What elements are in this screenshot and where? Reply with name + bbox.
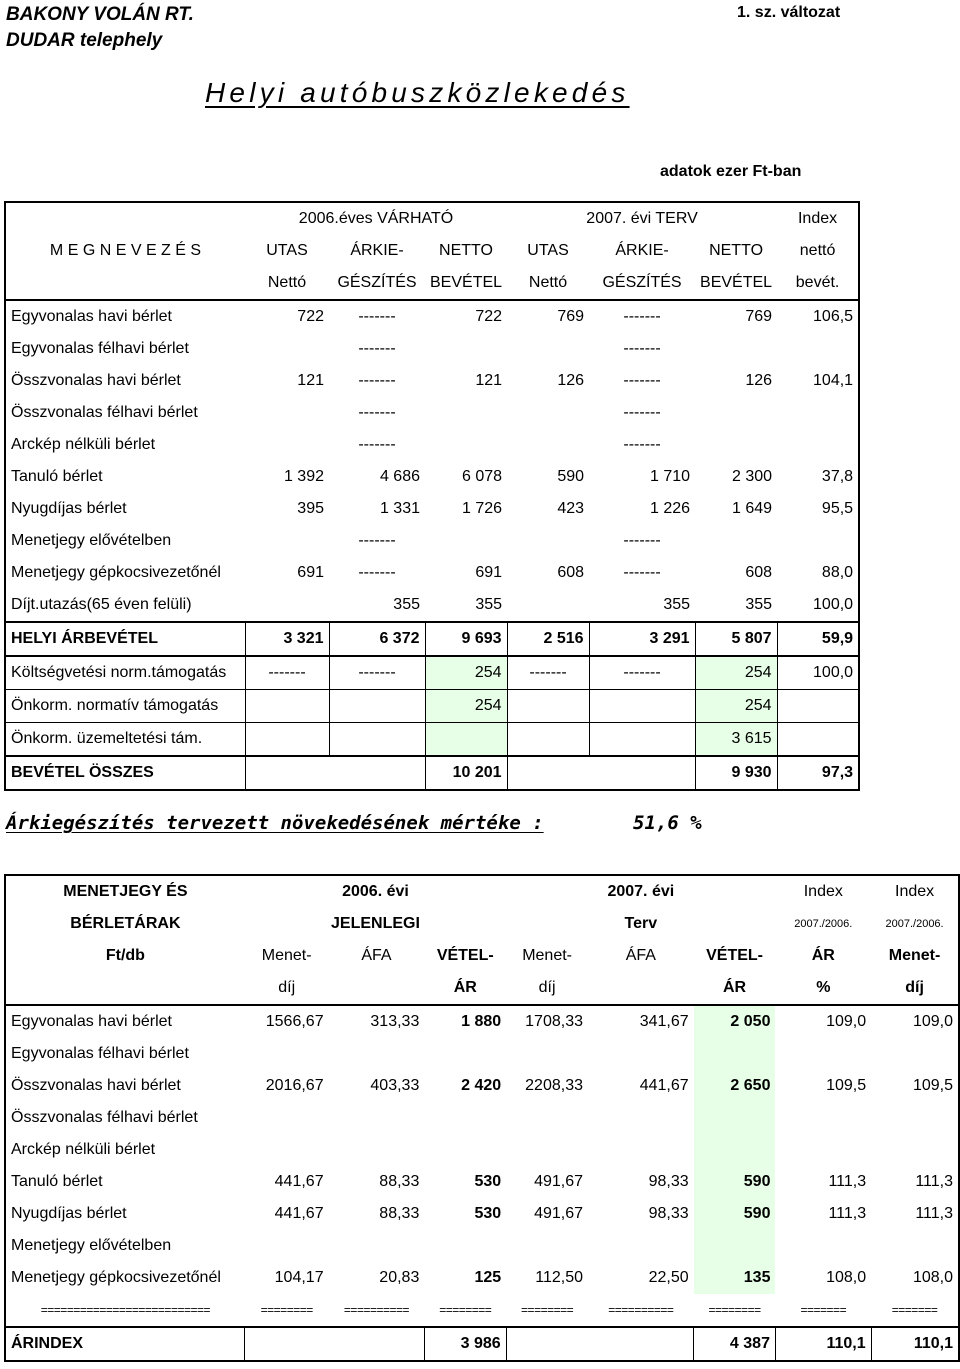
support-index: 100,0 [777,656,859,690]
netto-header: NETTO [439,242,493,259]
support-name: Önkorm. normatív támogatás [5,690,245,723]
fare-row-value: 112,50 [535,1269,583,1286]
fare-row-value: 530 [474,1205,502,1222]
fare-row-value [245,1230,329,1262]
row-name: Egyvonalas havi bérlet [5,300,245,333]
fare-year-2007: 2007. évi [506,875,775,908]
row-value: ------- [623,404,661,421]
row-value: 1 331 [379,500,420,517]
fare-table [4,874,960,1362]
support-value: ------- [245,656,329,690]
row-value: 126 [745,372,773,389]
fare-row-name: Menetjegy elővételben [5,1230,245,1262]
fare-menet-2006: Menet- [261,947,312,964]
unit-note: adatok ezer Ft-ban [660,163,802,180]
fare-total-2006: 3 986 [424,1327,506,1361]
support-value: 254 [695,656,777,690]
site-name: DUDAR telephely [6,30,163,51]
fare-year-2006: 2006. évi [245,875,506,908]
bevetel-header-2007: BEVÉTEL [700,274,773,291]
total-value: 5 807 [695,622,777,656]
fare-vetel-2006: VÉTEL- [436,947,494,964]
support-value [329,690,425,723]
fare-row-name: Menetjegy gépkocsivezetőnél [5,1262,245,1294]
fare-row-value: 403,33 [370,1077,420,1094]
support-value [507,690,589,723]
fare-menet-2007: Menet- [522,947,572,964]
version-label: 1. sz. változat [737,4,841,21]
row-index [777,397,859,429]
header-row-2 [5,235,859,267]
row-value: ------- [329,300,425,333]
grand-total-2006: 10 201 [425,756,507,790]
fare-row-value: 135 [694,1262,776,1294]
index-header: Index [777,202,859,235]
row-value [245,525,329,557]
fare-row-value [588,1102,694,1134]
row-value: 395 [297,500,324,517]
fare-row-value: 313,33 [329,1005,425,1038]
index-header-2: nettó [777,235,859,267]
total-value: 3 291 [589,622,695,656]
fare-row-value: 109,0 [871,1005,959,1038]
fare-row-value: 441,67 [274,1173,324,1190]
fare-row-value [424,1102,506,1134]
row-value [245,397,329,429]
row-value [507,333,589,365]
fare-row-value [424,1038,506,1070]
row-name: Menetjegy gépkocsivezetőnél [5,557,245,589]
row-value [425,333,507,365]
fare-index-pct: % [816,979,831,996]
row-value: 121 [475,372,503,389]
fare-row [5,1070,959,1102]
fare-ar-2007: ÁR [723,979,747,996]
fare-index-header: Index [775,875,871,908]
row-name: Egyvonalas félhavi bérlet [5,333,245,365]
utas-header-2007: UTAS [527,242,569,259]
row-name: Díjt.utazás(65 éven felüli) [5,589,245,622]
support-value: ------- [507,656,589,690]
fare-row-value [871,1134,959,1166]
fare-row-value: 2208,33 [525,1077,583,1094]
revenue-table [4,201,860,791]
fare-unit-header: Ft/db [5,940,245,972]
supplement-growth-value: 51,6 % [633,812,702,834]
separator-cell: ======== [439,1303,492,1317]
total-index: 59,9 [777,622,859,656]
row-value: ------- [358,436,396,453]
support-value [425,723,507,757]
fare-index-header-2: Index [871,875,959,908]
fare-2006-current: JELENLEGI [331,915,420,932]
row-value: ------- [623,532,661,549]
table-row [5,333,859,365]
support-value: 3 615 [695,723,777,757]
row-value [695,333,777,365]
fare-row-name: Egyvonalas havi bérlet [5,1005,245,1038]
table-row [5,589,859,622]
fare-vetel-2007: VÉTEL- [706,947,763,964]
separator-cell: ========== [343,1303,409,1317]
fare-row-value [871,1230,959,1262]
fare-header-subtitle: BÉRLETÁRAK [5,908,245,940]
row-value: 722 [425,300,507,333]
fare-row-value: 341,67 [588,1005,694,1038]
fare-row-value [506,1230,588,1262]
row-value [695,397,777,429]
row-value: 1 649 [732,500,773,517]
bevetel-header: BEVÉTEL [430,274,503,291]
fare-row-value: 441,67 [639,1077,689,1094]
row-value [695,525,777,557]
supplement-growth-text: Árkiegészítés tervezett növekedésének mértéke : [6,812,544,834]
row-value [507,525,589,557]
arkie-header: ÁRKIE- [350,242,404,259]
row-value [425,397,507,429]
fare-row-value [245,1038,329,1070]
supplement-growth-label [6,812,544,834]
fare-row-value [775,1134,871,1166]
grand-total-index: 97,3 [777,756,859,790]
group-2006: 2006.éves VÁRHATÓ [245,202,507,235]
fare-row [5,1005,959,1038]
fare-row-value [775,1230,871,1262]
fare-index-dij: díj [871,972,959,1005]
separator-cell: ======== [708,1303,761,1317]
table-row [5,365,859,397]
fare-index-period-2: 2007./2006. [871,908,959,940]
fare-row-value [588,1038,694,1070]
fare-total-name: ÁRINDEX [5,1327,245,1361]
fare-row-value: 441,67 [274,1205,324,1222]
fare-row-value [329,1038,425,1070]
fare-row-value: 491,67 [534,1205,583,1222]
geszites-header-2007: GÉSZÍTÉS [602,274,682,291]
row-name: Arckép nélküli bérlet [5,429,245,461]
row-index: 88,0 [777,557,859,589]
name-header: M E G N E V E Z É S [5,235,245,267]
fare-header-row-2 [5,908,959,940]
fare-2007-plan: Terv [624,915,658,932]
support-value [589,690,695,723]
separator-cell: ======== [521,1303,574,1317]
fare-row-value: 2 050 [694,1005,776,1038]
row-index: 106,5 [777,300,859,333]
support-name: Költségvetési norm.támogatás [5,656,245,690]
fare-index-ar: ÁR [811,947,835,964]
table-row [5,429,859,461]
support-value: 254 [425,690,507,723]
row-value: 355 [393,596,420,613]
row-value: ------- [358,372,396,389]
fare-row-value: 88,33 [379,1173,420,1190]
row-index: 100,0 [777,589,859,622]
fare-row-value [245,1134,329,1166]
row-value: ------- [589,300,695,333]
row-value: 608 [557,564,585,581]
fare-row [5,1134,959,1166]
fare-row-value: 111,3 [828,1173,867,1190]
support-row [5,690,859,723]
separator-row [5,1294,959,1327]
fare-row [5,1262,959,1294]
row-value: 722 [245,300,329,333]
netto-header-2007: NETTO [709,242,764,259]
row-value [245,333,329,365]
fare-row-value [506,1038,588,1070]
support-value [589,723,695,757]
support-row [5,723,859,757]
table-row [5,300,859,333]
fare-row-value: 1566,67 [245,1005,329,1038]
netto-sub-header: Nettó [267,274,307,291]
group-2007: 2007. évi TERV [507,202,777,235]
header-row-3 [5,267,859,300]
row-name: Nyugdíjas bérlet [5,493,245,525]
fare-row-value [329,1134,425,1166]
fare-row-value: 590 [694,1198,776,1230]
row-name: Menetjegy elővételben [5,525,245,557]
row-value: 126 [557,372,585,389]
fare-row-value: 20,83 [379,1269,420,1286]
fare-afa-2007: ÁFA [625,947,656,964]
row-value [507,429,589,461]
support-value [329,723,425,757]
row-value: 1 710 [649,468,691,485]
fare-total-row [5,1327,959,1361]
support-name: Önkorm. üzemeltetési tám. [5,723,245,757]
support-index [777,690,859,723]
fare-row-value [588,1230,694,1262]
fare-row [5,1198,959,1230]
row-value: 2 300 [732,468,773,485]
page-title: Helyi autóbuszközlekedés [205,77,630,108]
row-value: 355 [745,596,773,613]
fare-row [5,1230,959,1262]
fare-dij-2006: díj [278,979,296,996]
fare-row-value: 109,5 [871,1070,959,1102]
row-index [777,429,859,461]
separator-cell: ======= [871,1294,959,1327]
row-value: 769 [695,300,777,333]
row-index: 95,5 [777,493,859,525]
separator-cell: ======== [260,1303,313,1317]
support-row [5,656,859,690]
fare-row-value [694,1102,776,1134]
row-value: 1 226 [649,500,691,517]
fare-row-value [871,1102,959,1134]
fare-row-value: 88,33 [379,1205,420,1222]
row-index: 104,1 [777,365,859,397]
fare-row [5,1038,959,1070]
total-value: 2 516 [507,622,589,656]
fare-row-value [588,1134,694,1166]
fare-row [5,1166,959,1198]
support-value: 254 [425,656,507,690]
separator-cell: ======= [800,1303,847,1317]
row-value [507,589,589,622]
row-name: Tanuló bérlet [5,461,245,493]
row-index [777,333,859,365]
fare-header-row-3 [5,940,959,972]
row-name: Összvonalas félhavi bérlet [5,397,245,429]
fare-row-value [424,1230,506,1262]
fare-row-value: 1708,33 [506,1005,588,1038]
fare-row-name: Nyugdíjas bérlet [5,1198,245,1230]
row-value: 6 078 [461,468,503,485]
fare-row-value: 98,33 [648,1205,689,1222]
fare-row-value: 111,3 [828,1205,867,1222]
row-value [425,525,507,557]
fare-row [5,1102,959,1134]
fare-header-row-4 [5,972,959,1005]
row-value: 691 [475,564,503,581]
row-value: 4 686 [379,468,420,485]
fare-header-title: MENETJEGY ÉS [5,875,245,908]
support-value [507,723,589,757]
table-row [5,525,859,557]
row-value: 590 [557,468,585,485]
fare-row-value [506,1102,588,1134]
header-row-1 [5,202,859,235]
total-value: 6 372 [329,622,425,656]
fare-row-value [694,1038,776,1070]
fare-row-value [506,1134,588,1166]
fare-row-value: 530 [474,1173,502,1190]
row-value: 608 [745,564,773,581]
fare-row-value: 111,3 [871,1166,959,1198]
netto-sub-header-2007: Nettó [528,274,568,291]
fare-row-value [694,1230,776,1262]
fare-row-name: Egyvonalas félhavi bérlet [5,1038,245,1070]
fare-row-value: 2016,67 [265,1077,324,1094]
index-header-3: bevét. [777,267,859,300]
fare-row-value: 125 [474,1269,502,1286]
fare-total-2007: 4 387 [694,1327,776,1361]
table-row [5,493,859,525]
row-value: 1 392 [283,468,324,485]
fare-row-value: 2 650 [694,1070,776,1102]
support-index [777,723,859,757]
row-name: Összvonalas havi bérlet [5,365,245,397]
fare-dij-2007: díj [538,979,556,996]
fare-row-value: 1 880 [424,1005,506,1038]
row-value: ------- [623,340,661,357]
fare-row-value: 109,0 [775,1005,871,1038]
fare-row-value: 491,67 [534,1173,583,1190]
row-value: ------- [358,532,396,549]
row-value: 691 [297,564,324,581]
grand-total-2007: 9 930 [695,756,777,790]
arkie-header-2007: ÁRKIE- [615,242,669,259]
fare-row-value [871,1038,959,1070]
fare-row-value [245,1102,329,1134]
table-row [5,557,859,589]
fare-row-value: 22,50 [648,1269,689,1286]
fare-total-index-menet: 110,1 [871,1327,959,1361]
grand-total-row [5,756,859,790]
row-index: 37,8 [777,461,859,493]
row-value: ------- [358,564,396,581]
support-value [245,723,329,757]
row-value: ------- [623,436,661,453]
row-value: ------- [358,340,396,357]
utas-header: UTAS [266,242,308,259]
fare-row-value: 2 420 [461,1077,502,1094]
fare-row-name: Arckép nélküli bérlet [5,1134,245,1166]
geszites-header: GÉSZÍTÉS [337,274,417,291]
total-row [5,622,859,656]
fare-row-value [424,1134,506,1166]
row-value: ------- [358,404,396,421]
row-value: 1 726 [461,500,503,517]
fare-row-value [329,1230,425,1262]
fare-row-value [775,1038,871,1070]
row-value: 769 [507,300,589,333]
grand-total-name: BEVÉTEL ÖSSZES [5,756,245,790]
fare-row-value: 590 [694,1166,776,1198]
fare-row-name: Összvonalas havi bérlet [5,1070,245,1102]
row-value: 355 [663,596,691,613]
table-row [5,461,859,493]
fare-index-period: 2007./2006. [794,918,853,930]
row-value [425,429,507,461]
fare-row-value: 104,17 [274,1269,324,1286]
row-value: 121 [297,372,324,389]
separator-cell: ========== [608,1303,674,1317]
row-index [777,525,859,557]
fare-total-index-ar: 110,1 [775,1327,871,1361]
table-row [5,397,859,429]
fare-row-name: Tanuló bérlet [5,1166,245,1198]
row-value [245,429,329,461]
fare-row-value: 108,0 [826,1269,867,1286]
total-value: 3 321 [245,622,329,656]
fare-afa-2006: ÁFA [361,947,392,964]
row-value [695,429,777,461]
fare-row-value [775,1102,871,1134]
fare-row-value [694,1134,776,1166]
fare-row-value: 111,3 [871,1198,959,1230]
fare-row-value: 108,0 [871,1262,959,1294]
fare-row-name: Összvonalas félhavi bérlet [5,1102,245,1134]
row-value: 355 [475,596,503,613]
support-value: ------- [329,656,425,690]
support-value: 254 [695,690,777,723]
company-name: BAKONY VOLÁN RT. [6,4,194,25]
separator-cell: ========================== [5,1294,245,1327]
fare-ar-2006: ÁR [453,979,477,996]
total-name: HELYI ÁRBEVÉTEL [5,622,245,656]
fare-row-value [329,1102,425,1134]
support-value: ------- [589,656,695,690]
row-value [245,589,329,622]
row-value [507,397,589,429]
total-value: 9 693 [425,622,507,656]
row-value: ------- [623,372,661,389]
fare-row-value: 109,5 [826,1077,867,1094]
row-value: ------- [623,564,661,581]
fare-header-row-1 [5,875,959,908]
row-value: 423 [557,500,585,517]
support-value [245,690,329,723]
fare-row-value: 98,33 [648,1173,689,1190]
fare-index-menet: Menet- [871,940,959,972]
